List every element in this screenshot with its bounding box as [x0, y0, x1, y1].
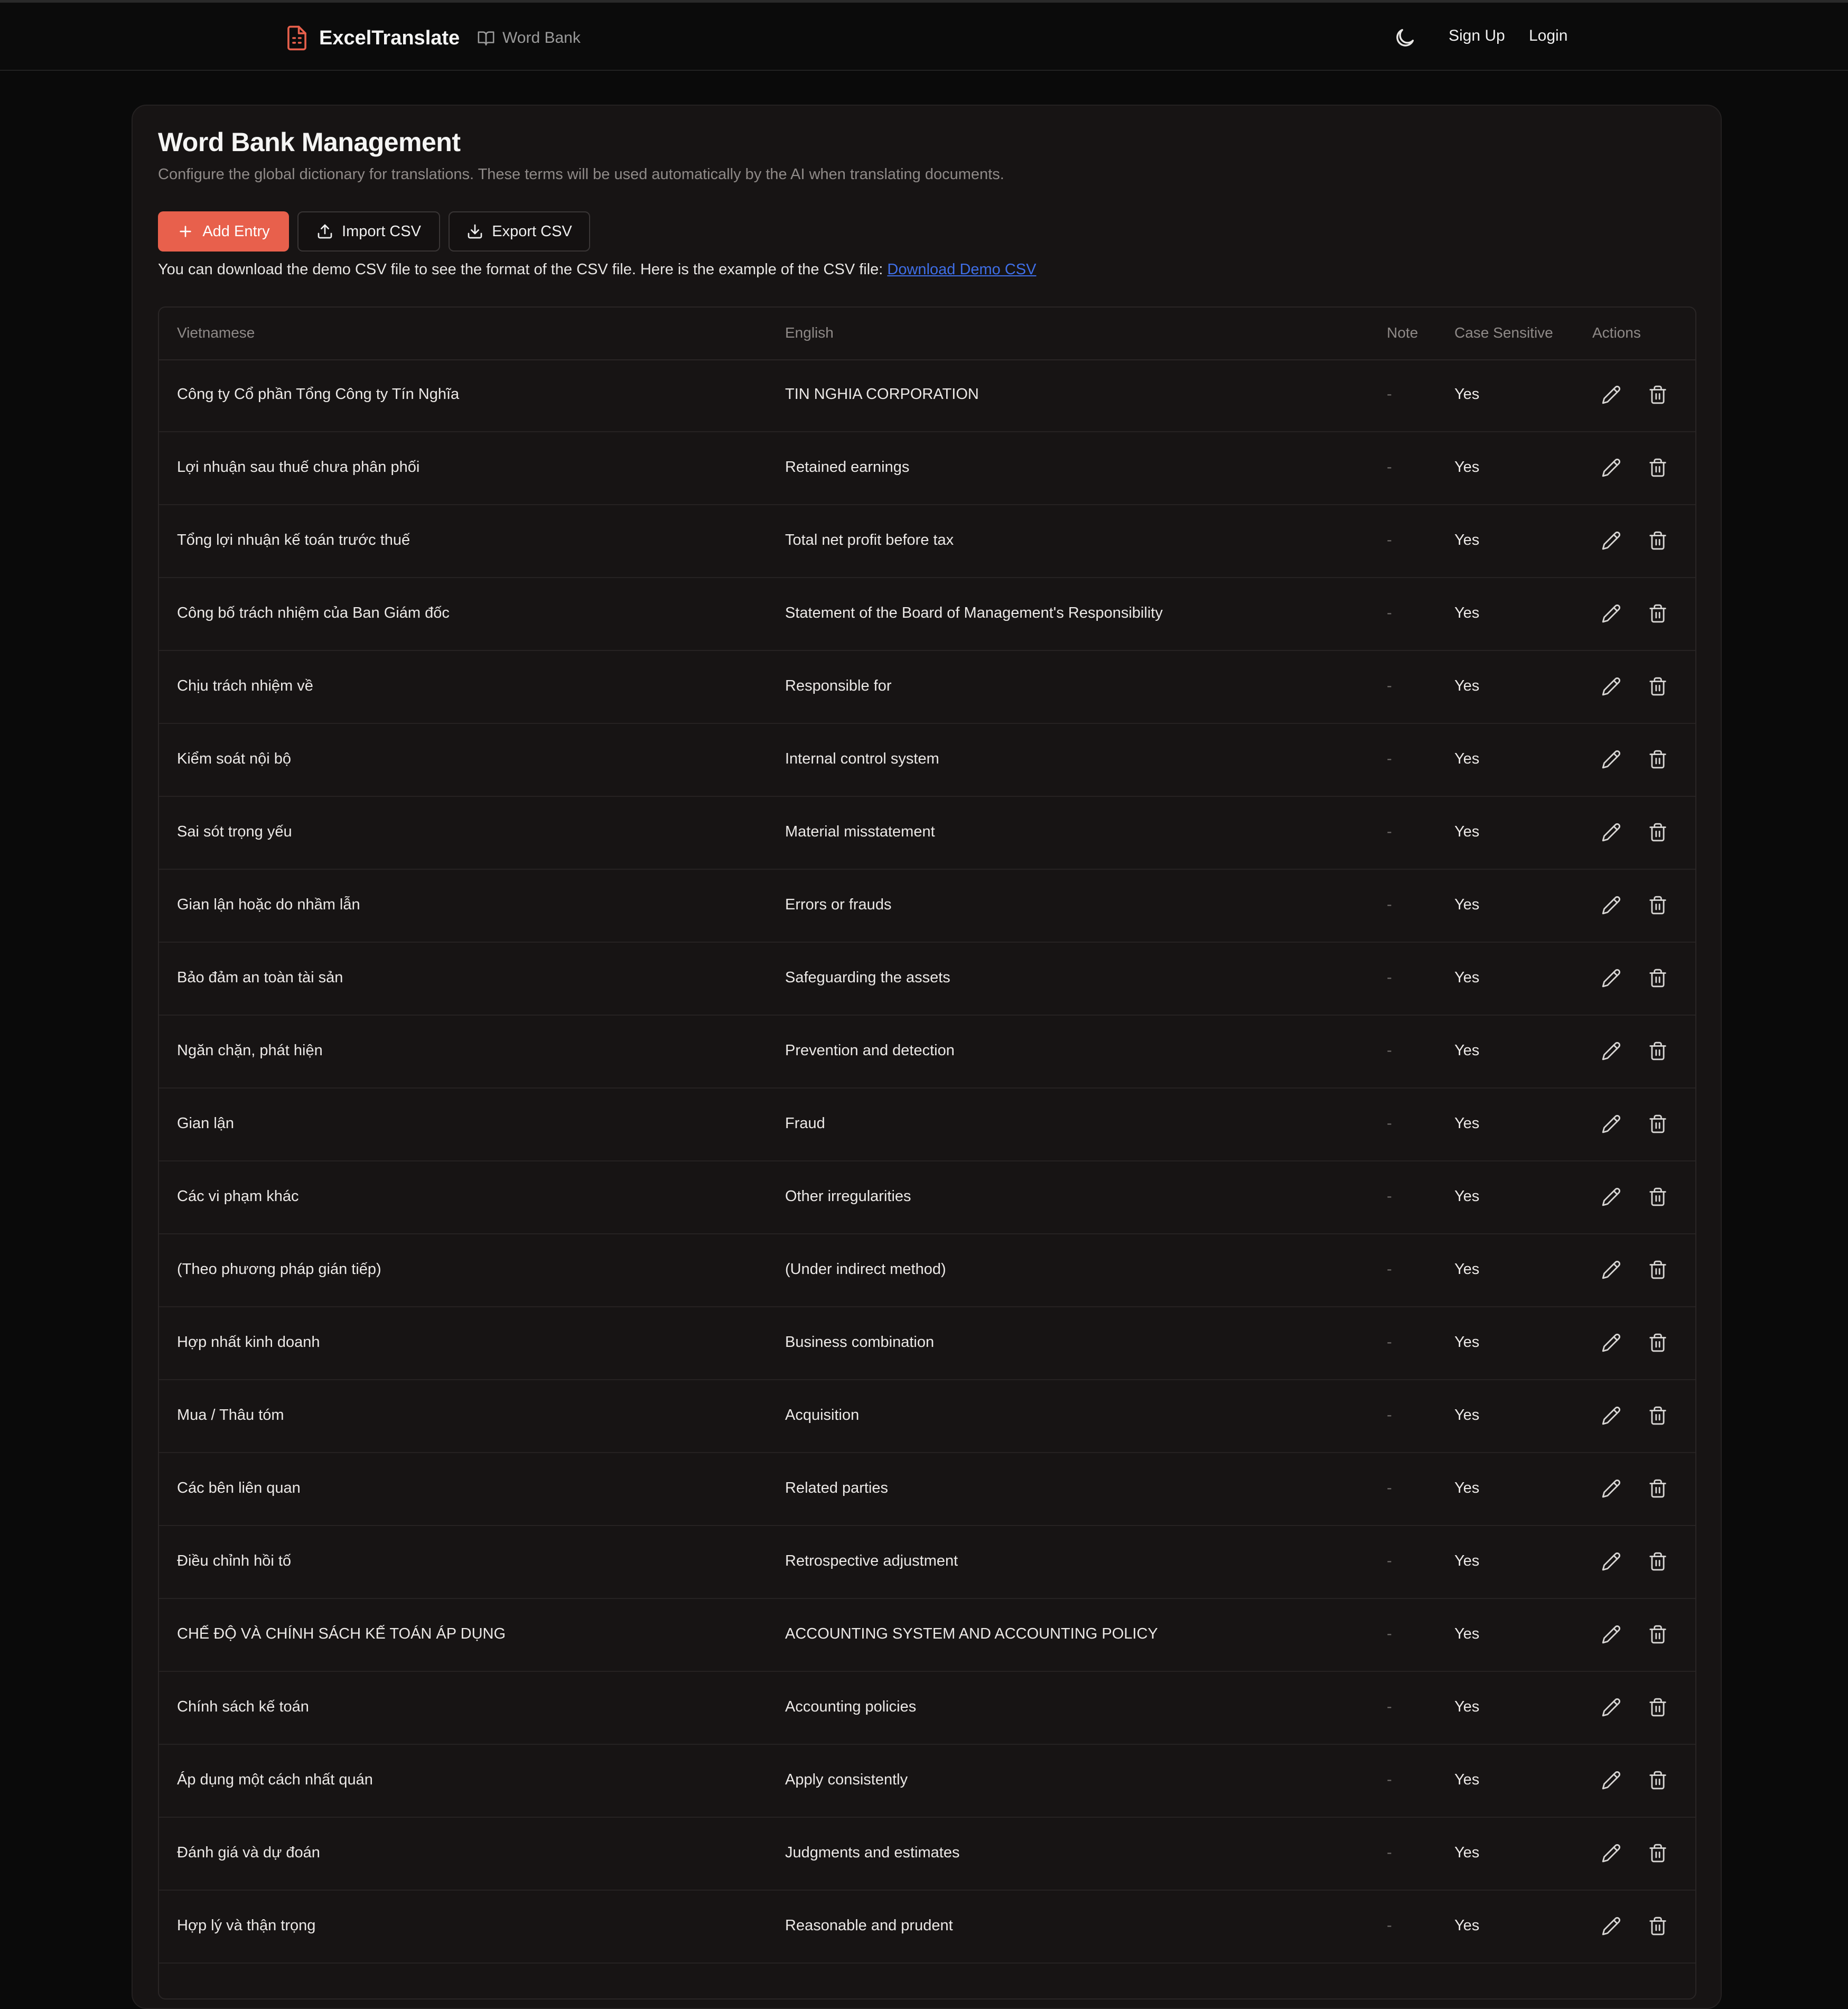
nav-word-bank-label: Word Bank — [502, 29, 581, 46]
cell-note: - — [1387, 1625, 1392, 1642]
trash-icon[interactable] — [1648, 603, 1668, 624]
cell-english: Acquisition — [785, 1407, 860, 1424]
table-row — [159, 1599, 1695, 1672]
cell-note: - — [1387, 459, 1392, 476]
edit-icon[interactable] — [1601, 1843, 1621, 1863]
cell-vietnamese: Gian lận hoặc do nhầm lẫn — [177, 896, 360, 913]
trash-icon[interactable] — [1648, 1916, 1668, 1936]
cell-vietnamese: Đánh giá và dự đoán — [177, 1844, 320, 1861]
table-header — [159, 308, 1695, 360]
edit-icon[interactable] — [1601, 1551, 1621, 1571]
upload-icon — [316, 223, 333, 240]
cell-case-sensitive: Yes — [1454, 386, 1480, 403]
cell-english: Retained earnings — [785, 459, 910, 476]
trash-icon[interactable] — [1648, 1333, 1668, 1353]
trash-icon[interactable] — [1648, 968, 1668, 988]
table-row — [159, 359, 1695, 432]
cell-english: (Under indirect method) — [785, 1261, 946, 1278]
table-row — [159, 943, 1695, 1016]
trash-icon[interactable] — [1648, 1478, 1668, 1499]
table-row — [159, 1745, 1695, 1818]
cell-note: - — [1387, 1480, 1392, 1496]
book-open-icon — [477, 29, 495, 47]
cell-vietnamese: Mua / Thâu tóm — [177, 1407, 284, 1424]
table-row — [159, 870, 1695, 943]
cell-note: - — [1387, 1115, 1392, 1132]
cell-case-sensitive: Yes — [1454, 459, 1480, 476]
cell-vietnamese: Lợi nhuận sau thuế chưa phân phối — [177, 459, 420, 476]
cell-vietnamese: Điều chỉnh hồi tố — [177, 1552, 292, 1569]
download-icon — [466, 223, 483, 240]
table-row — [159, 1161, 1695, 1234]
cell-vietnamese: Các vi phạm khác — [177, 1188, 299, 1205]
trash-icon[interactable] — [1648, 749, 1668, 769]
cell-english: Fraud — [785, 1115, 825, 1132]
download-demo-csv-link[interactable]: Download Demo CSV — [887, 261, 1037, 278]
cell-english: Responsible for — [785, 677, 892, 694]
edit-icon[interactable] — [1601, 676, 1621, 696]
trash-icon[interactable] — [1648, 1697, 1668, 1717]
edit-icon[interactable] — [1601, 603, 1621, 624]
cell-note: - — [1387, 823, 1392, 840]
cell-note: - — [1387, 1771, 1392, 1788]
cell-note: - — [1387, 604, 1392, 621]
table-row — [159, 797, 1695, 870]
cell-english: Related parties — [785, 1480, 889, 1496]
edit-icon[interactable] — [1601, 1916, 1621, 1936]
trash-icon[interactable] — [1648, 676, 1668, 696]
cell-vietnamese: Chịu trách nhiệm về — [177, 677, 313, 694]
cell-case-sensitive: Yes — [1454, 750, 1480, 767]
trash-icon[interactable] — [1648, 385, 1668, 405]
cell-note: - — [1387, 1917, 1392, 1934]
edit-icon[interactable] — [1601, 1478, 1621, 1499]
trash-icon[interactable] — [1648, 1770, 1668, 1790]
cell-vietnamese: Tổng lợi nhuận kế toán trước thuế — [177, 532, 410, 548]
table-row — [159, 1526, 1695, 1599]
cell-note: - — [1387, 1844, 1392, 1861]
trash-icon[interactable] — [1648, 1114, 1668, 1134]
cell-english: Errors or frauds — [785, 896, 892, 913]
table-row — [159, 505, 1695, 578]
cell-note: - — [1387, 1261, 1392, 1278]
header-english: English — [785, 324, 834, 341]
import-csv-button[interactable] — [297, 211, 440, 252]
table-row — [159, 1234, 1695, 1307]
edit-icon[interactable] — [1601, 385, 1621, 405]
cell-vietnamese: Ngăn chặn, phát hiện — [177, 1042, 323, 1059]
cell-case-sensitive: Yes — [1454, 1771, 1480, 1788]
cell-english: Judgments and estimates — [785, 1844, 960, 1861]
cell-note: - — [1387, 677, 1392, 694]
header-vietnamese: Vietnamese — [177, 324, 255, 341]
cell-vietnamese: Kiểm soát nội bộ — [177, 750, 292, 767]
table-row — [159, 1089, 1695, 1161]
header-case-sensitive: Case Sensitive — [1454, 324, 1553, 341]
cell-note: - — [1387, 532, 1392, 548]
cell-vietnamese: Gian lận — [177, 1115, 235, 1132]
import-csv-label: Import CSV — [342, 222, 421, 240]
login-link[interactable]: Login — [1529, 27, 1568, 44]
csv-hint — [158, 261, 1037, 278]
navbar — [0, 3, 1848, 71]
trash-icon[interactable] — [1648, 1551, 1668, 1571]
word-bank-table — [158, 306, 1696, 1999]
cell-case-sensitive: Yes — [1454, 823, 1480, 840]
cell-english: Business combination — [785, 1334, 935, 1351]
table-row — [159, 1307, 1695, 1380]
cell-case-sensitive: Yes — [1454, 1625, 1480, 1642]
cell-vietnamese: Công ty Cổ phần Tổng Công ty Tín Nghĩa — [177, 386, 460, 403]
cell-case-sensitive: Yes — [1454, 1261, 1480, 1278]
cell-note: - — [1387, 1552, 1392, 1569]
nav-word-bank[interactable] — [477, 25, 581, 51]
edit-icon[interactable] — [1601, 822, 1621, 842]
cell-english: Material misstatement — [785, 823, 935, 840]
cell-vietnamese: Hợp lý và thận trọng — [177, 1917, 316, 1934]
edit-icon[interactable] — [1601, 1333, 1621, 1353]
trash-icon[interactable] — [1648, 1624, 1668, 1644]
cell-note: - — [1387, 896, 1392, 913]
export-csv-button[interactable] — [449, 211, 590, 252]
cell-case-sensitive: Yes — [1454, 604, 1480, 621]
table-row — [159, 1891, 1695, 1964]
cell-english: Reasonable and prudent — [785, 1917, 953, 1934]
cell-english: Accounting policies — [785, 1698, 917, 1715]
trash-icon[interactable] — [1648, 1187, 1668, 1207]
cell-english: Prevention and detection — [785, 1042, 955, 1059]
edit-icon[interactable] — [1601, 968, 1621, 988]
cell-english: Other irregularities — [785, 1188, 911, 1205]
edit-icon[interactable] — [1601, 1041, 1621, 1061]
edit-icon[interactable] — [1601, 458, 1621, 478]
table-row — [159, 1672, 1695, 1745]
cell-note: - — [1387, 969, 1392, 986]
trash-icon[interactable] — [1648, 1843, 1668, 1863]
table-row — [159, 651, 1695, 724]
trash-icon[interactable] — [1648, 458, 1668, 478]
cell-case-sensitive: Yes — [1454, 1407, 1480, 1424]
cell-english: TIN NGHIA CORPORATION — [785, 386, 979, 403]
table-row — [159, 1016, 1695, 1089]
table-row — [159, 1453, 1695, 1526]
csv-hint-text: You can download the demo CSV file to see the format of the CSV file. Here is the example of the CSV file: — [158, 261, 883, 278]
cell-note: - — [1387, 386, 1392, 403]
brand[interactable] — [285, 23, 460, 53]
trash-icon[interactable] — [1648, 531, 1668, 551]
cell-case-sensitive: Yes — [1454, 1917, 1480, 1934]
edit-icon[interactable] — [1601, 531, 1621, 551]
edit-icon[interactable] — [1601, 895, 1621, 915]
edit-icon[interactable] — [1601, 1406, 1621, 1426]
add-entry-button[interactable] — [158, 211, 289, 252]
cell-english: Retrospective adjustment — [785, 1552, 958, 1569]
table-row — [159, 432, 1695, 505]
edit-icon[interactable] — [1601, 1697, 1621, 1717]
page-title: Word Bank Management — [158, 127, 461, 157]
edit-icon[interactable] — [1601, 1260, 1621, 1280]
cell-case-sensitive: Yes — [1454, 1188, 1480, 1205]
table-row — [159, 578, 1695, 651]
cell-vietnamese: Các bên liên quan — [177, 1480, 301, 1496]
cell-note: - — [1387, 750, 1392, 767]
edit-icon[interactable] — [1601, 1624, 1621, 1644]
cell-vietnamese: Sai sót trọng yếu — [177, 823, 292, 840]
cell-english: Statement of the Board of Management's Responsibility — [785, 604, 1163, 621]
moon-icon[interactable] — [1393, 26, 1417, 50]
cell-vietnamese: Chính sách kế toán — [177, 1698, 309, 1715]
cell-note: - — [1387, 1188, 1392, 1205]
cell-english: ACCOUNTING SYSTEM AND ACCOUNTING POLICY — [785, 1625, 1158, 1642]
cell-case-sensitive: Yes — [1454, 1042, 1480, 1059]
cell-note: - — [1387, 1698, 1392, 1715]
cell-english: Apply consistently — [785, 1771, 908, 1788]
table-row — [159, 724, 1695, 797]
page-description: Configure the global dictionary for translations. These terms will be used automatically by the AI when translating documents. — [158, 166, 1004, 183]
export-csv-label: Export CSV — [492, 222, 572, 240]
trash-icon[interactable] — [1648, 1041, 1668, 1061]
cell-note: - — [1387, 1334, 1392, 1351]
cell-vietnamese: Hợp nhất kinh doanh — [177, 1334, 320, 1351]
cell-vietnamese: CHẾ ĐỘ VÀ CHÍNH SÁCH KẾ TOÁN ÁP DỤNG — [177, 1625, 506, 1642]
trash-icon[interactable] — [1648, 895, 1668, 915]
plus-icon — [177, 223, 194, 240]
file-spreadsheet-icon — [285, 25, 309, 51]
cell-case-sensitive: Yes — [1454, 969, 1480, 986]
cell-case-sensitive: Yes — [1454, 1698, 1480, 1715]
cell-vietnamese: Bảo đảm an toàn tài sản — [177, 969, 343, 986]
add-entry-label: Add Entry — [202, 222, 270, 240]
edit-icon[interactable] — [1601, 1187, 1621, 1207]
cell-note: - — [1387, 1042, 1392, 1059]
cell-case-sensitive: Yes — [1454, 677, 1480, 694]
brand-name: ExcelTranslate — [319, 26, 460, 49]
edit-icon[interactable] — [1601, 1114, 1621, 1134]
cell-case-sensitive: Yes — [1454, 532, 1480, 548]
cell-english: Safeguarding the assets — [785, 969, 950, 986]
header-note: Note — [1387, 324, 1418, 341]
cell-case-sensitive: Yes — [1454, 1334, 1480, 1351]
signup-link[interactable]: Sign Up — [1449, 27, 1505, 44]
edit-icon[interactable] — [1601, 1770, 1621, 1790]
cell-vietnamese: Áp dụng một cách nhất quán — [177, 1771, 373, 1788]
table-row — [159, 1380, 1695, 1453]
cell-english: Total net profit before tax — [785, 532, 954, 548]
trash-icon[interactable] — [1648, 1406, 1668, 1426]
trash-icon[interactable] — [1648, 1260, 1668, 1280]
cell-vietnamese: Công bố trách nhiệm của Ban Giám đốc — [177, 604, 450, 621]
cell-case-sensitive: Yes — [1454, 1115, 1480, 1132]
cell-case-sensitive: Yes — [1454, 1552, 1480, 1569]
header-actions: Actions — [1592, 324, 1641, 341]
cell-note: - — [1387, 1407, 1392, 1424]
cell-case-sensitive: Yes — [1454, 896, 1480, 913]
cell-case-sensitive: Yes — [1454, 1844, 1480, 1861]
trash-icon[interactable] — [1648, 822, 1668, 842]
edit-icon[interactable] — [1601, 749, 1621, 769]
cell-english: Internal control system — [785, 750, 939, 767]
table-row — [159, 1818, 1695, 1891]
cell-vietnamese: (Theo phương pháp gián tiếp) — [177, 1261, 381, 1278]
cell-case-sensitive: Yes — [1454, 1480, 1480, 1496]
